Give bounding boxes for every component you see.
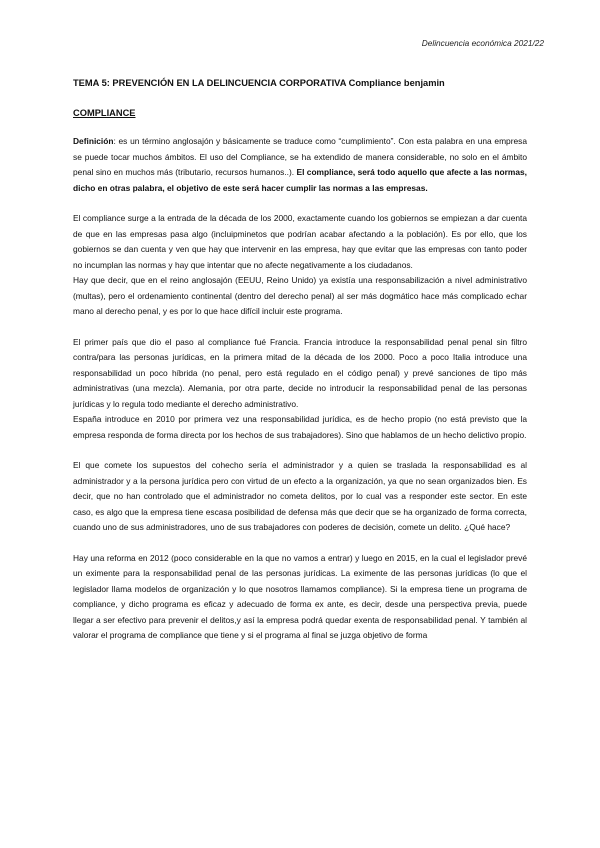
paragraph-countries: El primer país que dio el paso al compliance fué Francia. Francia introduce la responsabilidad penal penal sin filtro contra/para las personas jurídicas, en la primera mitad de la década de los 2000. Poco a poco Italia introduce una responsabilidad un poco híbrida (no penal, pero está regulado en el código penal) y prevé sanciones de tipo más administrativas (una mezcla). Alemania, por otra parte, decide no introducir la responsabilidad penal de las personas jurídicas y lo regula todo mediante el derecho administrativo. (73, 336, 527, 409)
paragraph-spain: España introduce en 2010 por primera vez una responsabilidad jurídica, es de hecho propio (no está previsto que la empresa responda de forma directa por los hechos de sus trabajadores). Sino que hablamos de un hecho delictivo propio. (73, 414, 527, 440)
paragraph-origin: El compliance surge a la entrada de la década de los 2000, exactamente cuando los gobiernos se empiezan a dar cuenta de que en las empresas pasa algo (incluipminetos que podrían acabar afectando a la población). Es por ello, que los gobiernos se dan cuenta y ven que hay que intervenir en las empresa, hay que evitar que las empresas con tanto poder no incumplan las normas y hay que intentar que no afecte negativamente a los ciudadanos. (73, 213, 527, 270)
definition-text: : es un término anglosajón y básicamente se traduce como “cumplimiento”. Con esta palabra en una empresa se puede tocar muchos ámbitos. El uso del Compliance, se ha extendido de manera considerable, no solo en el ámbito penal sino en muchos más (tributario, recursos humanos..). (73, 136, 527, 177)
section-heading: COMPLIANCE (73, 108, 136, 118)
document-title: TEMA 5: PREVENCIÓN EN LA DELINCUENCIA CORPORATIVA Compliance benjamin (73, 78, 445, 88)
paragraph-anglosaxon: Hay que decir, que en el reino anglosajón (EEUU, Reino Unido) ya existía una responsabilización a nivel administrativo (multas), pero el ordenamiento continental (dentro del derecho penal) al ser más dogmático hace más complicado echar mano al derecho penal, y es por lo que hace difícil incluir este programa. (73, 275, 527, 316)
running-header: Delincuencia económica 2021/22 (421, 38, 544, 48)
document-body (73, 76, 527, 644)
definition-bold-text: El compliance, será todo aquello que afecte a las normas, dicho en otras palabra, el objetivo de este será hacer cumplir las normas a las empresas. (73, 167, 527, 193)
paragraph-bribery: El que comete los supuestos del cohecho sería el administrador y a quien se traslada la responsabilidad es al administrador y a la persona jurídica pero con virtud de un efecto a la organización, ya que no sean organizados bien. Es decir, que no han controlado que el administrador no cometa delitos, por lo cual vas a responder este sector. En este caso, es algo que la empresa tiene escasa posibilidad de defensa más que decir que se ha organizado de forma correcta, cuando uno de sus administradores, uno de sus trabajadores con poderes de decisión, comete un delito. ¿Qué hace? (73, 460, 527, 532)
definition-label: Definición (73, 136, 114, 146)
paragraph-reform: Hay una reforma en 2012 (poco considerable en la que no vamos a entrar) y luego en 2015, en la cual el legislador prevé un eximente para la responsabilidad penal de las personas jurídicas. La eximente de las personas jurídicas (lo que el legislador llama modelos de organización y lo que nosotros llamamos compliance). Si la empresa tiene un programa de compliance, y dicho programa es eficaz y adecuado de forma ex ante, es decir, desde una perspectiva previa, puede llegar a ser efectivo para prevenir el delitos,y así la empresa podrá quedar exenta de responsabilidad penal. Y también al valorar el programa de compliance que tiene y si el programa al final se juzga objetivo de forma (73, 552, 527, 640)
paragraph-definition (73, 134, 527, 196)
